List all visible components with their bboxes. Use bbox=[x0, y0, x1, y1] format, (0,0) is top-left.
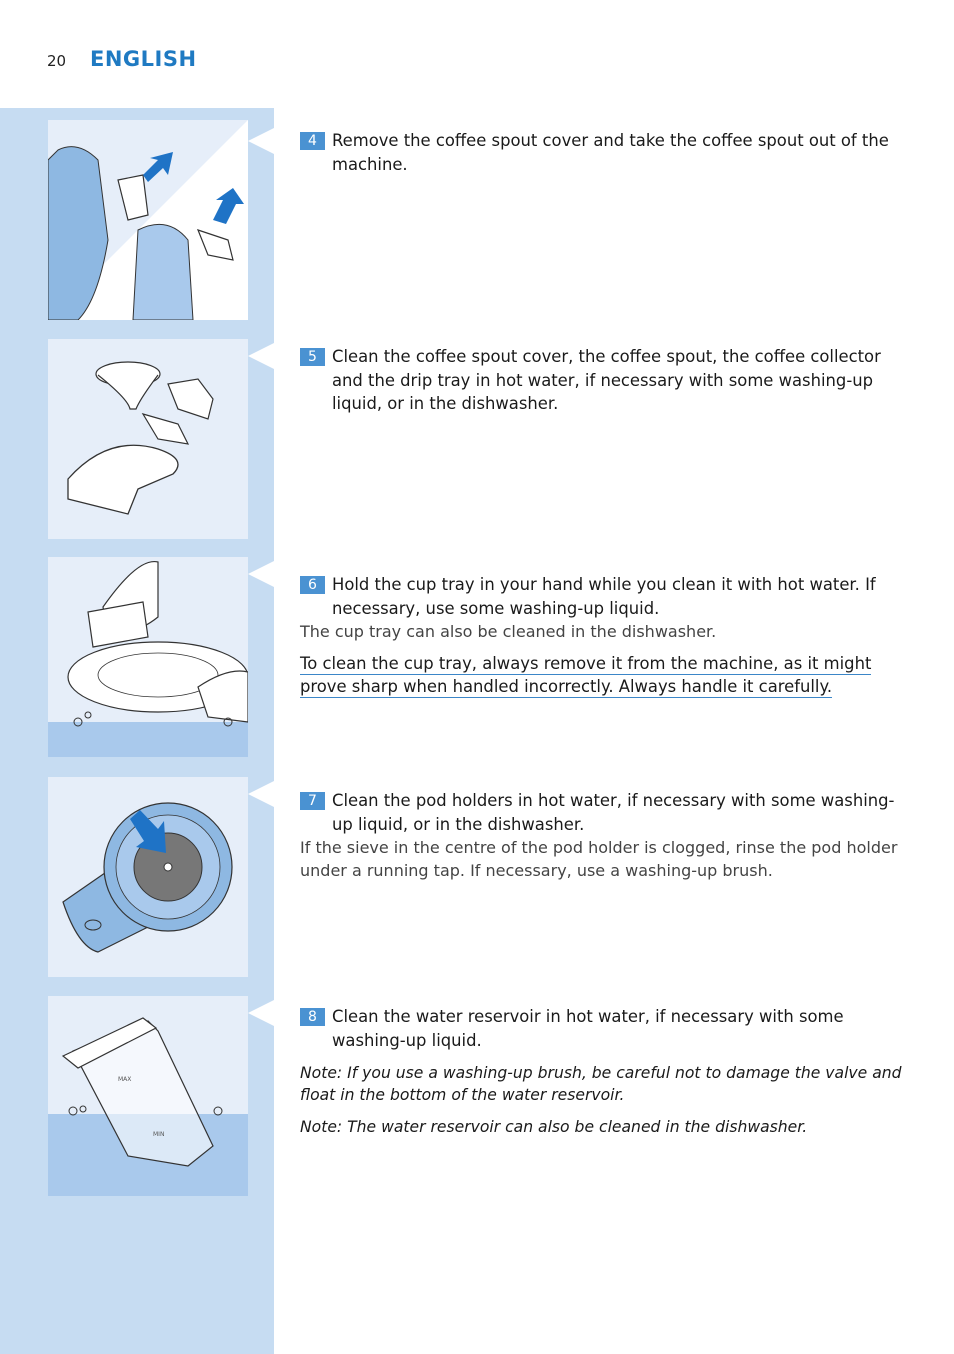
illustration-pointer bbox=[248, 343, 274, 369]
step-text: Remove the coffee spout cover and take the coffee spout out of the machine. bbox=[332, 131, 889, 174]
warning-text bbox=[300, 652, 910, 698]
step-text: Clean the pod holders in hot water, if necessary with some washing-up liquid, or in the dishwasher. bbox=[332, 791, 895, 834]
step-number-badge: 8 bbox=[300, 1008, 325, 1026]
step-number-badge: 7 bbox=[300, 792, 325, 810]
illustration-pointer bbox=[248, 781, 274, 807]
step-6 bbox=[300, 573, 910, 698]
reservoir-max-label: MAX bbox=[118, 1076, 132, 1083]
step-number-badge: 6 bbox=[300, 576, 325, 594]
step-text: Hold the cup tray in your hand while you clean it with hot water. If necessary, use some washing-up liquid. bbox=[332, 575, 876, 618]
illustration-pointer bbox=[248, 128, 274, 154]
note-brush: Note: If you use a washing-up brush, be careful not to damage the valve and float in the bottom of the water reservoir. bbox=[300, 1064, 902, 1104]
step-4 bbox=[300, 129, 910, 176]
note-dishwasher: Note: The water reservoir can also be cleaned in the dishwasher. bbox=[300, 1118, 808, 1136]
step-number-badge: 4 bbox=[300, 132, 325, 150]
step-7 bbox=[300, 789, 910, 882]
step-text: Clean the coffee spout cover, the coffee spout, the coffee collector and the drip tray in hot water, if necessary with some washing-up liquid, or in the dishwasher. bbox=[332, 347, 881, 413]
page-number: 20 bbox=[47, 52, 67, 70]
illustration-cup-tray bbox=[48, 557, 248, 757]
reservoir-min-label: MIN bbox=[153, 1131, 165, 1138]
illustration-pointer bbox=[248, 1000, 274, 1026]
step-subtext: If the sieve in the centre of the pod holder is clogged, rinse the pod holder under a running tap. If necessary, use a washing-up brush. bbox=[300, 838, 898, 880]
step-text: Clean the water reservoir in hot water, if necessary with some washing-up liquid. bbox=[332, 1007, 844, 1050]
illustration-pointer bbox=[248, 561, 274, 587]
step-5 bbox=[300, 345, 910, 416]
illustration-spout-removal bbox=[48, 120, 248, 320]
step-8 bbox=[300, 1005, 910, 1138]
language-heading: ENGLISH bbox=[90, 47, 197, 71]
step-subtext: The cup tray can also be cleaned in the dishwasher. bbox=[300, 622, 717, 641]
warning-text-content: To clean the cup tray, always remove it from the machine, as it might prove sharp when handled incorrectly. Always handle it carefully. bbox=[300, 654, 872, 696]
illustration-pod-holder bbox=[48, 777, 248, 977]
illustration-water-reservoir bbox=[48, 996, 248, 1196]
illustration-parts bbox=[48, 339, 248, 539]
step-number-badge: 5 bbox=[300, 348, 325, 366]
